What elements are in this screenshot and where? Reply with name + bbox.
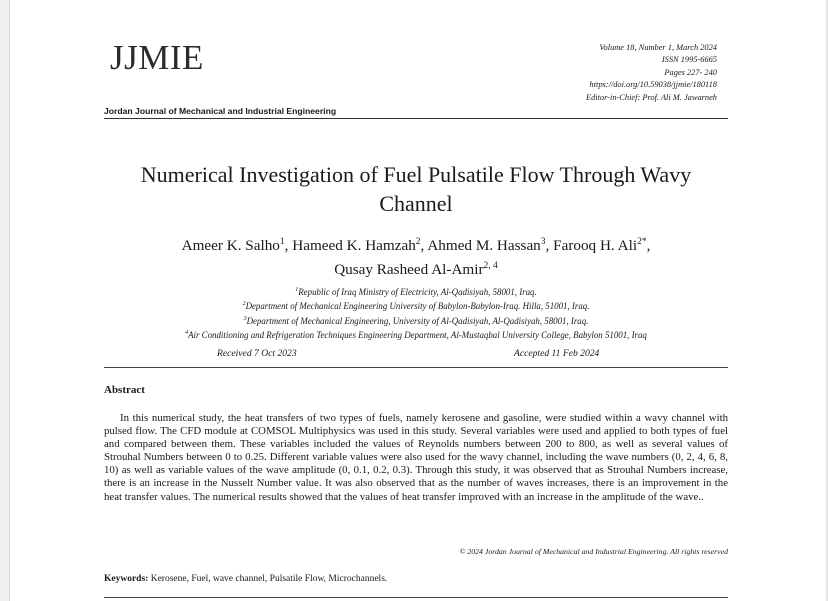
keywords-list: Kerosene, Fuel, wave channel, Pulsatile Flow, Microchannels. [150, 574, 388, 584]
affiliation: $^1$Republic of Iraq Ministry of Electricity, Al-Qadisiyah, 58001, Iraq. [295, 286, 537, 297]
pages-line: Pages 227- 240 [664, 67, 717, 77]
author: Ameer K. Salho$^1$, [181, 237, 293, 255]
author: Ahmed M. Hassan$^3$, [427, 237, 554, 255]
author: Qusay Rasheed Al-Amir$^{2, 4}$ [334, 261, 498, 279]
doi-link[interactable]: https://doi.org/10.59038/jjmie/180118 [589, 80, 717, 90]
viewer-left-edge [0, 0, 10, 601]
author: Farooq H. Ali$^{2*}$, [553, 237, 651, 255]
accepted-date: Accepted 11 Feb 2024 [514, 348, 600, 359]
keywords [104, 574, 387, 584]
affiliation: $^2$Department of Mechanical Engineering University of Babylon-Babylon-Iraq. Hilla, 51001, Iraq. [242, 301, 590, 312]
affiliation: $^4$Air Conditioning and Refrigeration Techniques Engineering Department, Al-Mustaqbal University College, Babylon 51001, Iraq [185, 329, 647, 340]
issn-line: ISSN 1995-6665 [661, 55, 717, 65]
affiliations [104, 284, 728, 341]
editor-line: Editor-in-Chief: Prof. Ali M. Jawarneh [585, 92, 717, 102]
volume-line: Volume 18, Number 1, March 2024 [599, 43, 717, 52]
affiliation: $^3$Department of Mechanical Engineering, University of Al-Qadisiyah, Al-Qadisiyah, 58001, Iraq. [243, 315, 589, 326]
journal-logo: JJMIE [110, 38, 204, 77]
author-list [104, 232, 728, 280]
abstract-divider [104, 367, 728, 368]
author: Hameed K. Hamzah$^2$, [292, 237, 428, 255]
received-date: Received 7 Oct 2023 [217, 348, 297, 359]
abstract-heading: Abstract [104, 384, 145, 396]
keywords-label: Keywords: [104, 574, 149, 584]
paper-title: Numerical Investigation of Fuel Pulsatile Flow Through Wavy Channel [140, 162, 692, 216]
header-divider [104, 118, 728, 119]
issue-metadata [586, 42, 717, 104]
copyright-notice: © 2024 Jordan Journal of Mechanical and Industrial Engineering. All rights reserved [459, 547, 728, 556]
bottom-divider [104, 597, 728, 598]
abstract-text: In this numerical study, the heat transfers of two types of fuels, namely kerosene and gasoline, were studied within a wavy channel with pulsed flow. The CFD module at COMSOL Multiphysics was used in this study. Several variables were used and applied to both types of fuel and compared between them. These variables included the values of Reynolds numbers between 200 to 800, as well as several values of Strouhal Numbers between 0 to 0.25. Different variable values were also used for the wavy channel, including the wave numbers (0, 2, 4, 6, 8, 10) as well as variable values of the wave amplitude (0, 0.1, 0.2, 0.3). Through this study, it was observed that as Strouhal Numbers increase, there is an increase in the Nusselt Number value. It was also observed that as the number of waves increases, there is an improvement in the heat transfer values. The numerical results showed that the values of heat transfer improved with an increase in the amplitude of the wave.. [104, 412, 728, 503]
journal-name: Jordan Journal of Mechanical and Industrial Engineering [104, 106, 337, 116]
